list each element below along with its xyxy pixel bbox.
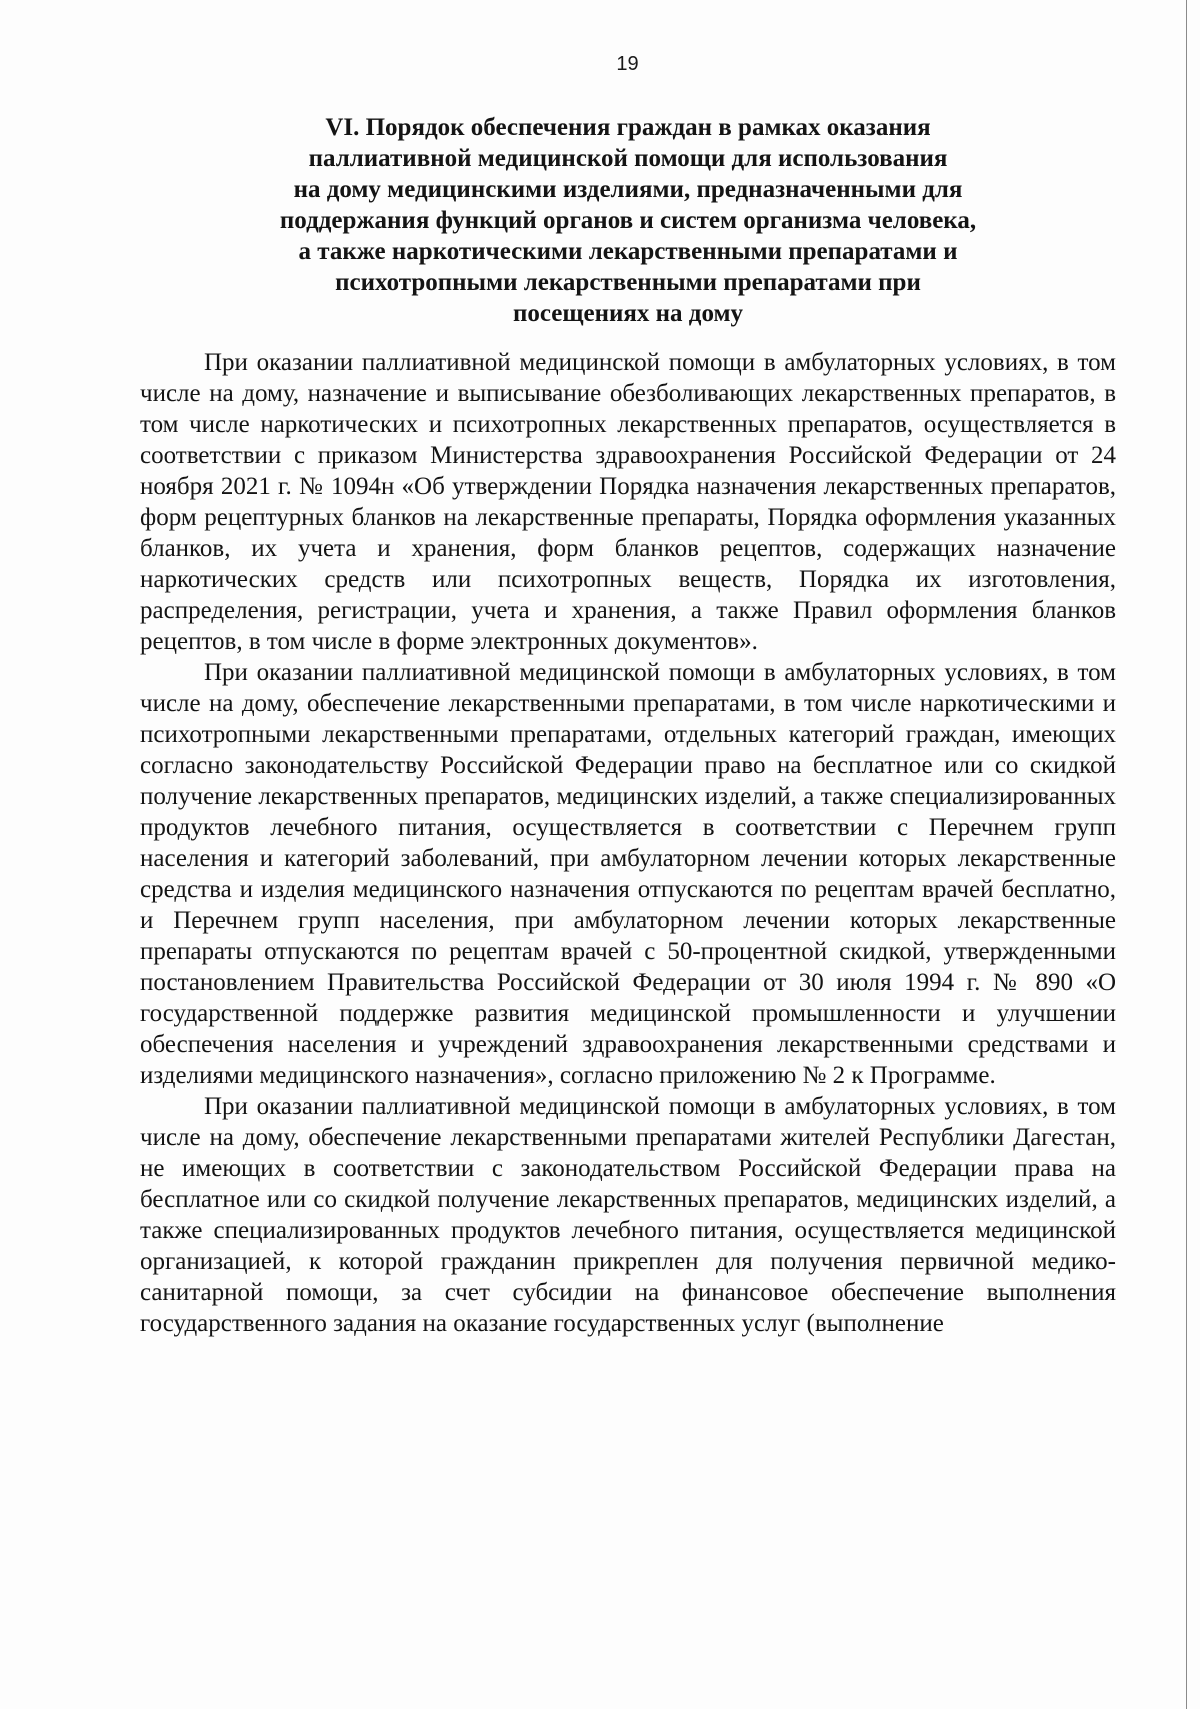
document-content xyxy=(140,112,1116,1339)
paragraph-1: При оказании паллиативной медицинской помощи в амбулаторных условиях, в том числе на дому, назначение и выписывание обезболивающих лекарственных препаратов, в том числе наркотических и психотропных лекарственных препаратов, осуществляется в соответствии с приказом Министерства здравоохранения Российской Федерации от 24 ноября 2021 г. № 1094н «Об утверждении Порядка назначения лекарственных препаратов, форм рецептурных бланков на лекарственные препараты, Порядка оформления указанных бланков, их учета и хранения, форм бланков рецептов, содержащих назначение наркотических средств или психотропных веществ, Порядка их изготовления, распределения, регистрации, учета и хранения, а также Правил оформления бланков рецептов, в том числе в форме электронных документов». xyxy=(140,349,1116,655)
page-number: 19 xyxy=(616,53,639,75)
heading-line: VI. Порядок обеспечения граждан в рамках оказания xyxy=(325,114,931,141)
heading-line: поддержания функций органов и систем организма человека, xyxy=(279,207,977,234)
section-heading xyxy=(140,112,1116,329)
paragraph-3: При оказании паллиативной медицинской помощи в амбулаторных условиях, в том числе на дому, обеспечение лекарственными препаратами жителей Республики Дагестан, не имеющих в соответствии с законодательством Российской Федерации права на бесплатное или со скидкой получение лекарственных препаратов, медицинских изделий, а также специализированных продуктов лечебного питания, осуществляется медицинской организацией, к которой гражданин прикреплен для получения первичной медико-санитарной помощи, за счет субсидии на финансовое обеспечение выполнения государственного задания на оказание государственных услуг (выполнение xyxy=(140,1093,1116,1337)
heading-line: а также наркотическими лекарственными препаратами и xyxy=(298,238,958,265)
page-edge-line xyxy=(1186,0,1187,1709)
paragraph-2: При оказании паллиативной медицинской помощи в амбулаторных условиях, в том числе на дому, обеспечение лекарственными препаратами, в том числе наркотическими и психотропными лекарственными препаратами, отдельных категорий граждан, имеющих согласно законодательству Российской Федерации право на бесплатное или со скидкой получение лекарственных препаратов, медицинских изделий, а также специализированных продуктов лечебного питания, осуществляется в соответствии с Перечнем групп населения и категорий заболеваний, при амбулаторном лечении которых лекарственные средства и изделия медицинского назначения отпускаются по рецептам врачей бесплатно, и Перечнем групп населения, при амбулаторном лечении которых лекарственные препараты отпускаются по рецептам врачей с 50-процентной скидкой, утвержденными постановлением Правительства Российской Федерации от 30 июля 1994 г. № 890 «О государственной поддержке развития медицинской промышленности и улучшении обеспечения населения и учреждений здравоохранения лекарственными средствами и изделиями медицинского назначения», согласно приложению № 2 к Программе. xyxy=(140,659,1116,1089)
heading-line: на дому медицинскими изделиями, предназначенными для xyxy=(293,176,963,203)
heading-line: посещениях на дому xyxy=(512,300,744,327)
heading-line: психотропными лекарственными препаратами при xyxy=(335,269,921,296)
body-text xyxy=(140,347,1116,1339)
heading-line: паллиативной медицинской помощи для использования xyxy=(308,145,948,172)
